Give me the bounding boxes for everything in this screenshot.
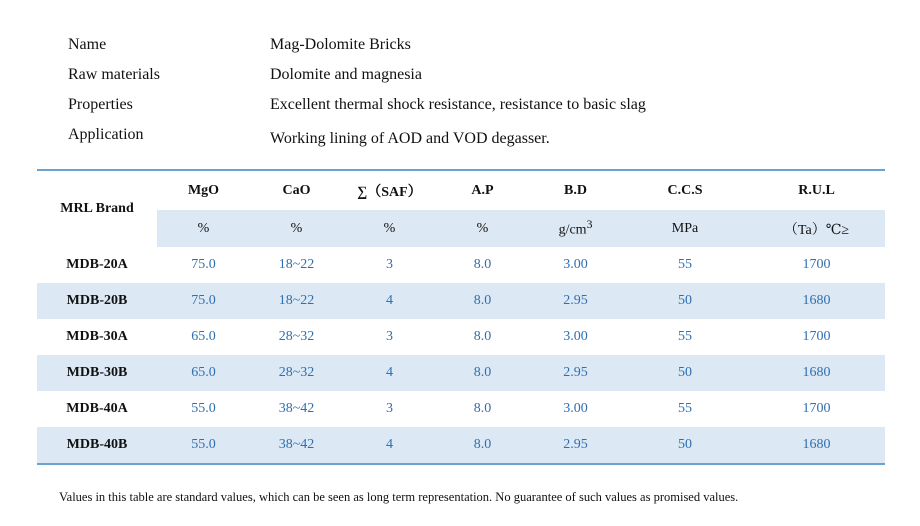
value-cell: 38~42 bbox=[278, 401, 315, 416]
value-cell: 2.95 bbox=[529, 355, 622, 391]
column-unit: （Ta）℃≥ bbox=[748, 210, 885, 247]
value-cell: 3.00 bbox=[563, 257, 588, 272]
value-cell: 55 bbox=[678, 329, 692, 344]
info-key: Properties bbox=[68, 96, 133, 113]
table-row bbox=[37, 319, 885, 355]
info-value: Mag-Dolomite Bricks bbox=[270, 36, 411, 53]
value-cell: 55.0 bbox=[157, 427, 250, 464]
value-cell: 50 bbox=[622, 355, 748, 391]
value-cell: 1700 bbox=[802, 401, 831, 416]
info-value: Excellent thermal shock resistance, resistance to basic slag bbox=[270, 96, 646, 113]
spec-table bbox=[37, 169, 885, 465]
unit-base: g/cm bbox=[558, 222, 587, 238]
value-cell: 3.00 bbox=[563, 401, 588, 416]
value-cell: 8.0 bbox=[473, 329, 492, 344]
value-cell: 4 bbox=[343, 427, 436, 464]
column-unit bbox=[529, 210, 622, 247]
value-cell: 38~42 bbox=[250, 427, 343, 464]
brand-cell: MDB-30B bbox=[37, 355, 157, 391]
column-header: R.U.L bbox=[798, 182, 835, 198]
info-value: Working lining of AOD and VOD degasser. bbox=[270, 130, 550, 147]
value-cell: 1700 bbox=[802, 329, 831, 344]
unit-row bbox=[37, 210, 885, 247]
brand-cell: MDB-20B bbox=[37, 283, 157, 319]
value-cell: 8.0 bbox=[473, 401, 492, 416]
value-cell: 2.95 bbox=[529, 283, 622, 319]
value-cell: 50 bbox=[622, 427, 748, 464]
value-cell: 3 bbox=[386, 401, 393, 416]
table-row bbox=[37, 427, 885, 464]
value-cell: 28~32 bbox=[278, 329, 315, 344]
brand-cell: MDB-20A bbox=[66, 257, 128, 272]
value-cell: 8.0 bbox=[436, 427, 529, 464]
column-unit: % bbox=[157, 210, 250, 247]
value-cell: 65.0 bbox=[191, 329, 216, 344]
value-cell: 1680 bbox=[748, 427, 885, 464]
value-cell: 75.0 bbox=[191, 257, 216, 272]
column-header: B.D bbox=[564, 182, 587, 198]
info-value: Dolomite and magnesia bbox=[270, 66, 422, 83]
column-header: ∑（SAF） bbox=[357, 184, 422, 200]
value-cell: 1680 bbox=[748, 283, 885, 319]
column-unit: % bbox=[250, 210, 343, 247]
info-key: Raw materials bbox=[68, 66, 160, 83]
value-cell: 18~22 bbox=[250, 283, 343, 319]
brand-column-header: MRL Brand bbox=[60, 201, 134, 216]
product-info bbox=[68, 30, 868, 150]
value-cell: 8.0 bbox=[436, 355, 529, 391]
value-cell: 1700 bbox=[802, 257, 831, 272]
brand-cell: MDB-40B bbox=[37, 427, 157, 464]
table-row bbox=[37, 355, 885, 391]
value-cell: 18~22 bbox=[278, 257, 315, 272]
info-row-properties bbox=[68, 90, 868, 120]
brand-cell: MDB-30A bbox=[66, 329, 128, 344]
info-row-raw-materials bbox=[68, 60, 868, 90]
table-row bbox=[37, 247, 885, 283]
column-header: C.C.S bbox=[667, 182, 703, 198]
value-cell: 50 bbox=[622, 283, 748, 319]
column-unit: MPa bbox=[622, 210, 748, 247]
column-unit: % bbox=[343, 210, 436, 247]
unit-superscript: 3 bbox=[586, 218, 593, 232]
value-cell: 4 bbox=[343, 283, 436, 319]
value-cell: 28~32 bbox=[250, 355, 343, 391]
value-cell: 75.0 bbox=[157, 283, 250, 319]
info-key: Application bbox=[68, 126, 144, 143]
brand-cell: MDB-40A bbox=[66, 401, 128, 416]
value-cell: 3.00 bbox=[563, 329, 588, 344]
value-cell: 1680 bbox=[748, 355, 885, 391]
table-row bbox=[37, 391, 885, 427]
info-row-name bbox=[68, 30, 868, 60]
value-cell: 2.95 bbox=[529, 427, 622, 464]
value-cell: 65.0 bbox=[157, 355, 250, 391]
value-cell: 55 bbox=[678, 401, 692, 416]
value-cell: 3 bbox=[386, 257, 393, 272]
value-cell: 55.0 bbox=[191, 401, 216, 416]
value-cell: 55 bbox=[678, 257, 692, 272]
footnote: Values in this table are standard values, which can be seen as long term representation. No guarantee of such values as promised values. bbox=[59, 490, 739, 504]
value-cell: 4 bbox=[343, 355, 436, 391]
column-header: MgO bbox=[187, 182, 220, 198]
info-key: Name bbox=[68, 36, 107, 53]
column-header: CaO bbox=[282, 182, 311, 198]
value-cell: 8.0 bbox=[436, 283, 529, 319]
column-unit: % bbox=[436, 210, 529, 247]
header-row bbox=[37, 170, 885, 210]
value-cell: 3 bbox=[386, 329, 393, 344]
value-cell: 8.0 bbox=[473, 257, 492, 272]
table-row bbox=[37, 283, 885, 319]
column-header: A.P bbox=[471, 182, 494, 198]
info-row-application bbox=[68, 120, 868, 150]
